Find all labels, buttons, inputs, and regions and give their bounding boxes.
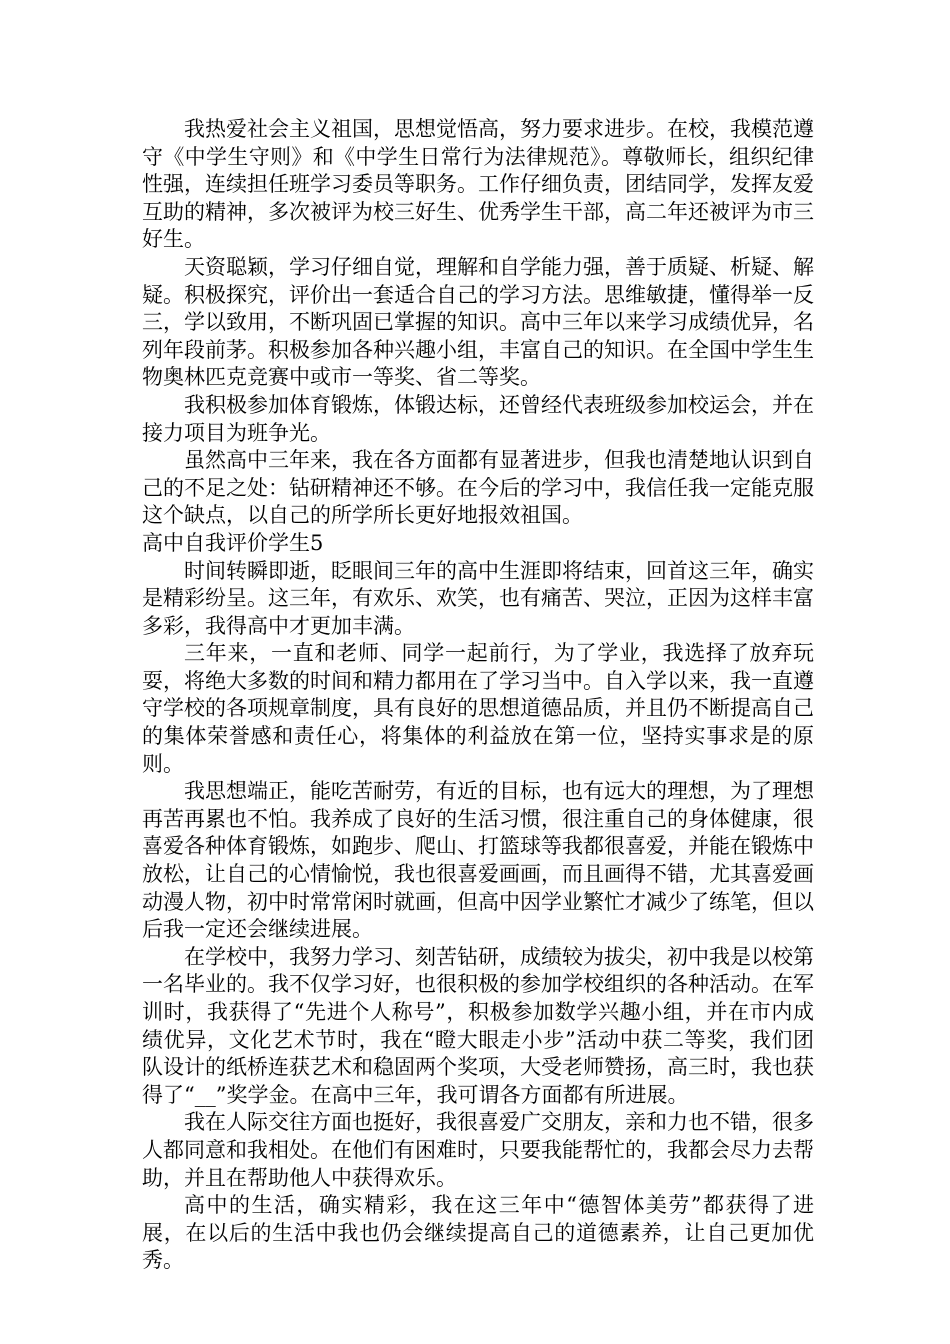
paragraph: 我思想端正，能吃苦耐劳，有近的目标，也有远大的理想，为了理想再苦再累也不怕。我养成了良好的生活习惯，很注重自己的身体健康，很喜爱各种体育锻炼，如跑步、爬山、打篮球等我都很喜爱，并能在锻炼中放松，让自己的心情愉悦，我也很喜爱画画，而且画得不错，尤其喜爱画动漫人物，初中时常常闲时就画，但高中因学业繁忙才减少了练笔，但以后我一定还会继续进展。 (142, 779, 814, 942)
paragraph: 我积极参加体育锻炼，体锻达标，还曾经代表班级参加校运会，并在接力项目为班争光。 (142, 392, 814, 445)
paragraph: 我热爱社会主义祖国，思想觉悟高，努力要求进步。在校，我模范遵守《中学生守则》和《中学生日常行为法律规范》。尊敬师长，组织纪律性强，连续担任班学习委员等职务。工作仔细负责，团结同学，发挥友爱互助的精神，多次被评为校三好生、优秀学生干部，高二年还被评为市三好生。 (142, 117, 814, 252)
paragraph: 我在人际交往方面也挺好，我很喜爱广交朋友，亲和力也不错，很多人都同意和我相处。在他们有困难时，只要我能帮忙的，我都会尽力去帮助，并且在帮助他人中获得欢乐。 (142, 1110, 814, 1190)
paragraph: 在学校中，我努力学习、刻苦钻研，成绩较为拔尖，初中我是以校第一名毕业的。我不仅学习好，也很积极的参加学校组织的各种活动。在军训时，我获得了“先进个人称号”，积极参加数学兴趣小组，并在市内成绩优异，文化艺术节时，我在“瞪大眼走小步”活动中获二等奖，我们团队设计的纸桥连获艺术和稳固两个奖项，大受老师赞扬，高三时，我也获得了“__”奖学金。在高中三年，我可谓各方面都有所进展。 (142, 944, 814, 1107)
paragraph: 高中的生活，确实精彩，我在这三年中“德智体美劳”都获得了进展，在以后的生活中我也仍会继续提高自己的道德素养，让自己更加优秀。 (142, 1193, 814, 1273)
paragraph: 虽然高中三年来，我在各方面都有显著进步，但我也清楚地认识到自己的不足之处：钻研精神还不够。在今后的学习中，我信任我一定能克服这个缺点，以自己的所学所长更好地报效祖国。 (142, 448, 814, 528)
paragraph: 天资聪颖，学习仔细自觉，理解和自学能力强，善于质疑、析疑、解疑。积极探究，评价出一套适合自己的学习方法。思维敏捷，懂得举一反三，学以致用，不断巩固已掌握的知识。高中三年以来学习成绩优异，名列年段前茅。积极参加各种兴趣小组，丰富自己的知识。在全国中学生生物奥林匹克竞赛中或市一等奖、省二等奖。 (142, 254, 814, 390)
paragraph: 时间转瞬即逝，眨眼间三年的高中生涯即将结束，回首这三年，确实是精彩纷呈。这三年，有欢乐、欢笑，也有痛苦、哭泣，正因为这样丰富多彩，我得高中才更加丰满。 (142, 558, 814, 638)
document-body (142, 116, 814, 1275)
paragraph: 三年来，一直和老师、同学一起前行，为了学业，我选择了放弃玩耍，将绝大多数的时间和精力都用在了学习当中。自入学以来，我一直遵守学校的各项规章制度，具有良好的思想道德品质，并且仍不断提高自己的集体荣誉感和责任心，将集体的利益放在第一位，坚持实事求是的原则。 (142, 641, 814, 776)
section-heading: 高中自我评价学生5 (142, 530, 324, 555)
